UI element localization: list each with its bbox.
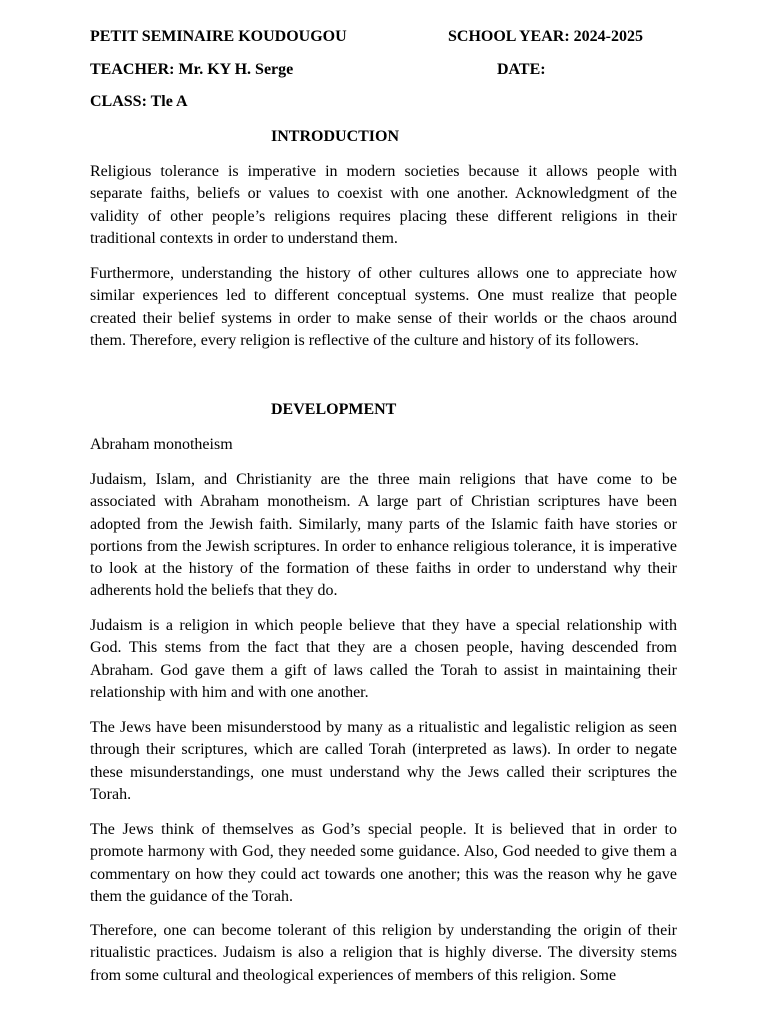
class-label: CLASS: Tle A — [90, 93, 188, 110]
development-paragraph-2: Judaism is a religion in which people believe that they have a special relationship with God. This stems from the fact that they are a chosen people, having descended from Abraham. God gave them a gift of laws called the Torah to assist in maintaining their relationship with him and with one another. — [90, 617, 677, 701]
development-paragraph-4: The Jews think of themselves as God’s special people. It is believed that in order to promote harmony with God, they needed some guidance. Also, God needed to give them a commentary on how they could act towards one another; this was the reason why he gave them the guidance of the Torah. — [90, 821, 677, 905]
date-label: DATE: — [497, 61, 546, 78]
development-heading: DEVELOPMENT — [271, 401, 397, 418]
development-paragraph-1: Judaism, Islam, and Christianity are the three main religions that have come to be associated with Abraham monotheism. A large part of Christian scriptures have been adopted from the Jewish faith. Similarly, many parts of the Islamic faith have stories or portions from the Jewish scriptures. In order to enhance religious tolerance, it is imperative to look at the history of the formation of these faiths in order to understand why their adherents hold the beliefs that they do. — [90, 471, 677, 600]
intro-paragraph-2: Furthermore, understanding the history of other cultures allows one to appreciate how similar experiences led to different conceptual systems. One must realize that people created their belief systems in order to make sense of their worlds or the chaos around them. Therefore, every religion is reflective of the culture and history of its followers. — [90, 265, 677, 349]
section-subheading: Abraham monotheism — [90, 436, 233, 453]
school-year: SCHOOL YEAR: 2024-2025 — [448, 28, 643, 45]
development-paragraph-5: Therefore, one can become tolerant of this religion by understanding the origin of their ritualistic practices. Judaism is also a religion that is highly diverse. The diversity stems from some cultural and theological experiences of members of this religion. Some — [90, 922, 677, 984]
intro-paragraph-1: Religious tolerance is imperative in modern societies because it allows people with separate faiths, beliefs or values to coexist with one another. Acknowledgment of the validity of other people’s religions requires placing these different religions in their traditional contexts in order to understand them. — [90, 163, 677, 247]
school-name: PETIT SEMINAIRE KOUDOUGOU — [90, 28, 347, 45]
introduction-heading: INTRODUCTION — [271, 128, 400, 145]
teacher-name: TEACHER: Mr. KY H. Serge — [90, 61, 294, 78]
development-paragraph-3: The Jews have been misunderstood by many as a ritualistic and legalistic religion as seen through their scriptures, which are called Torah (interpreted as laws). In order to negate these misunderstandings, one must understand why the Jews called their scriptures the Torah. — [90, 719, 677, 803]
